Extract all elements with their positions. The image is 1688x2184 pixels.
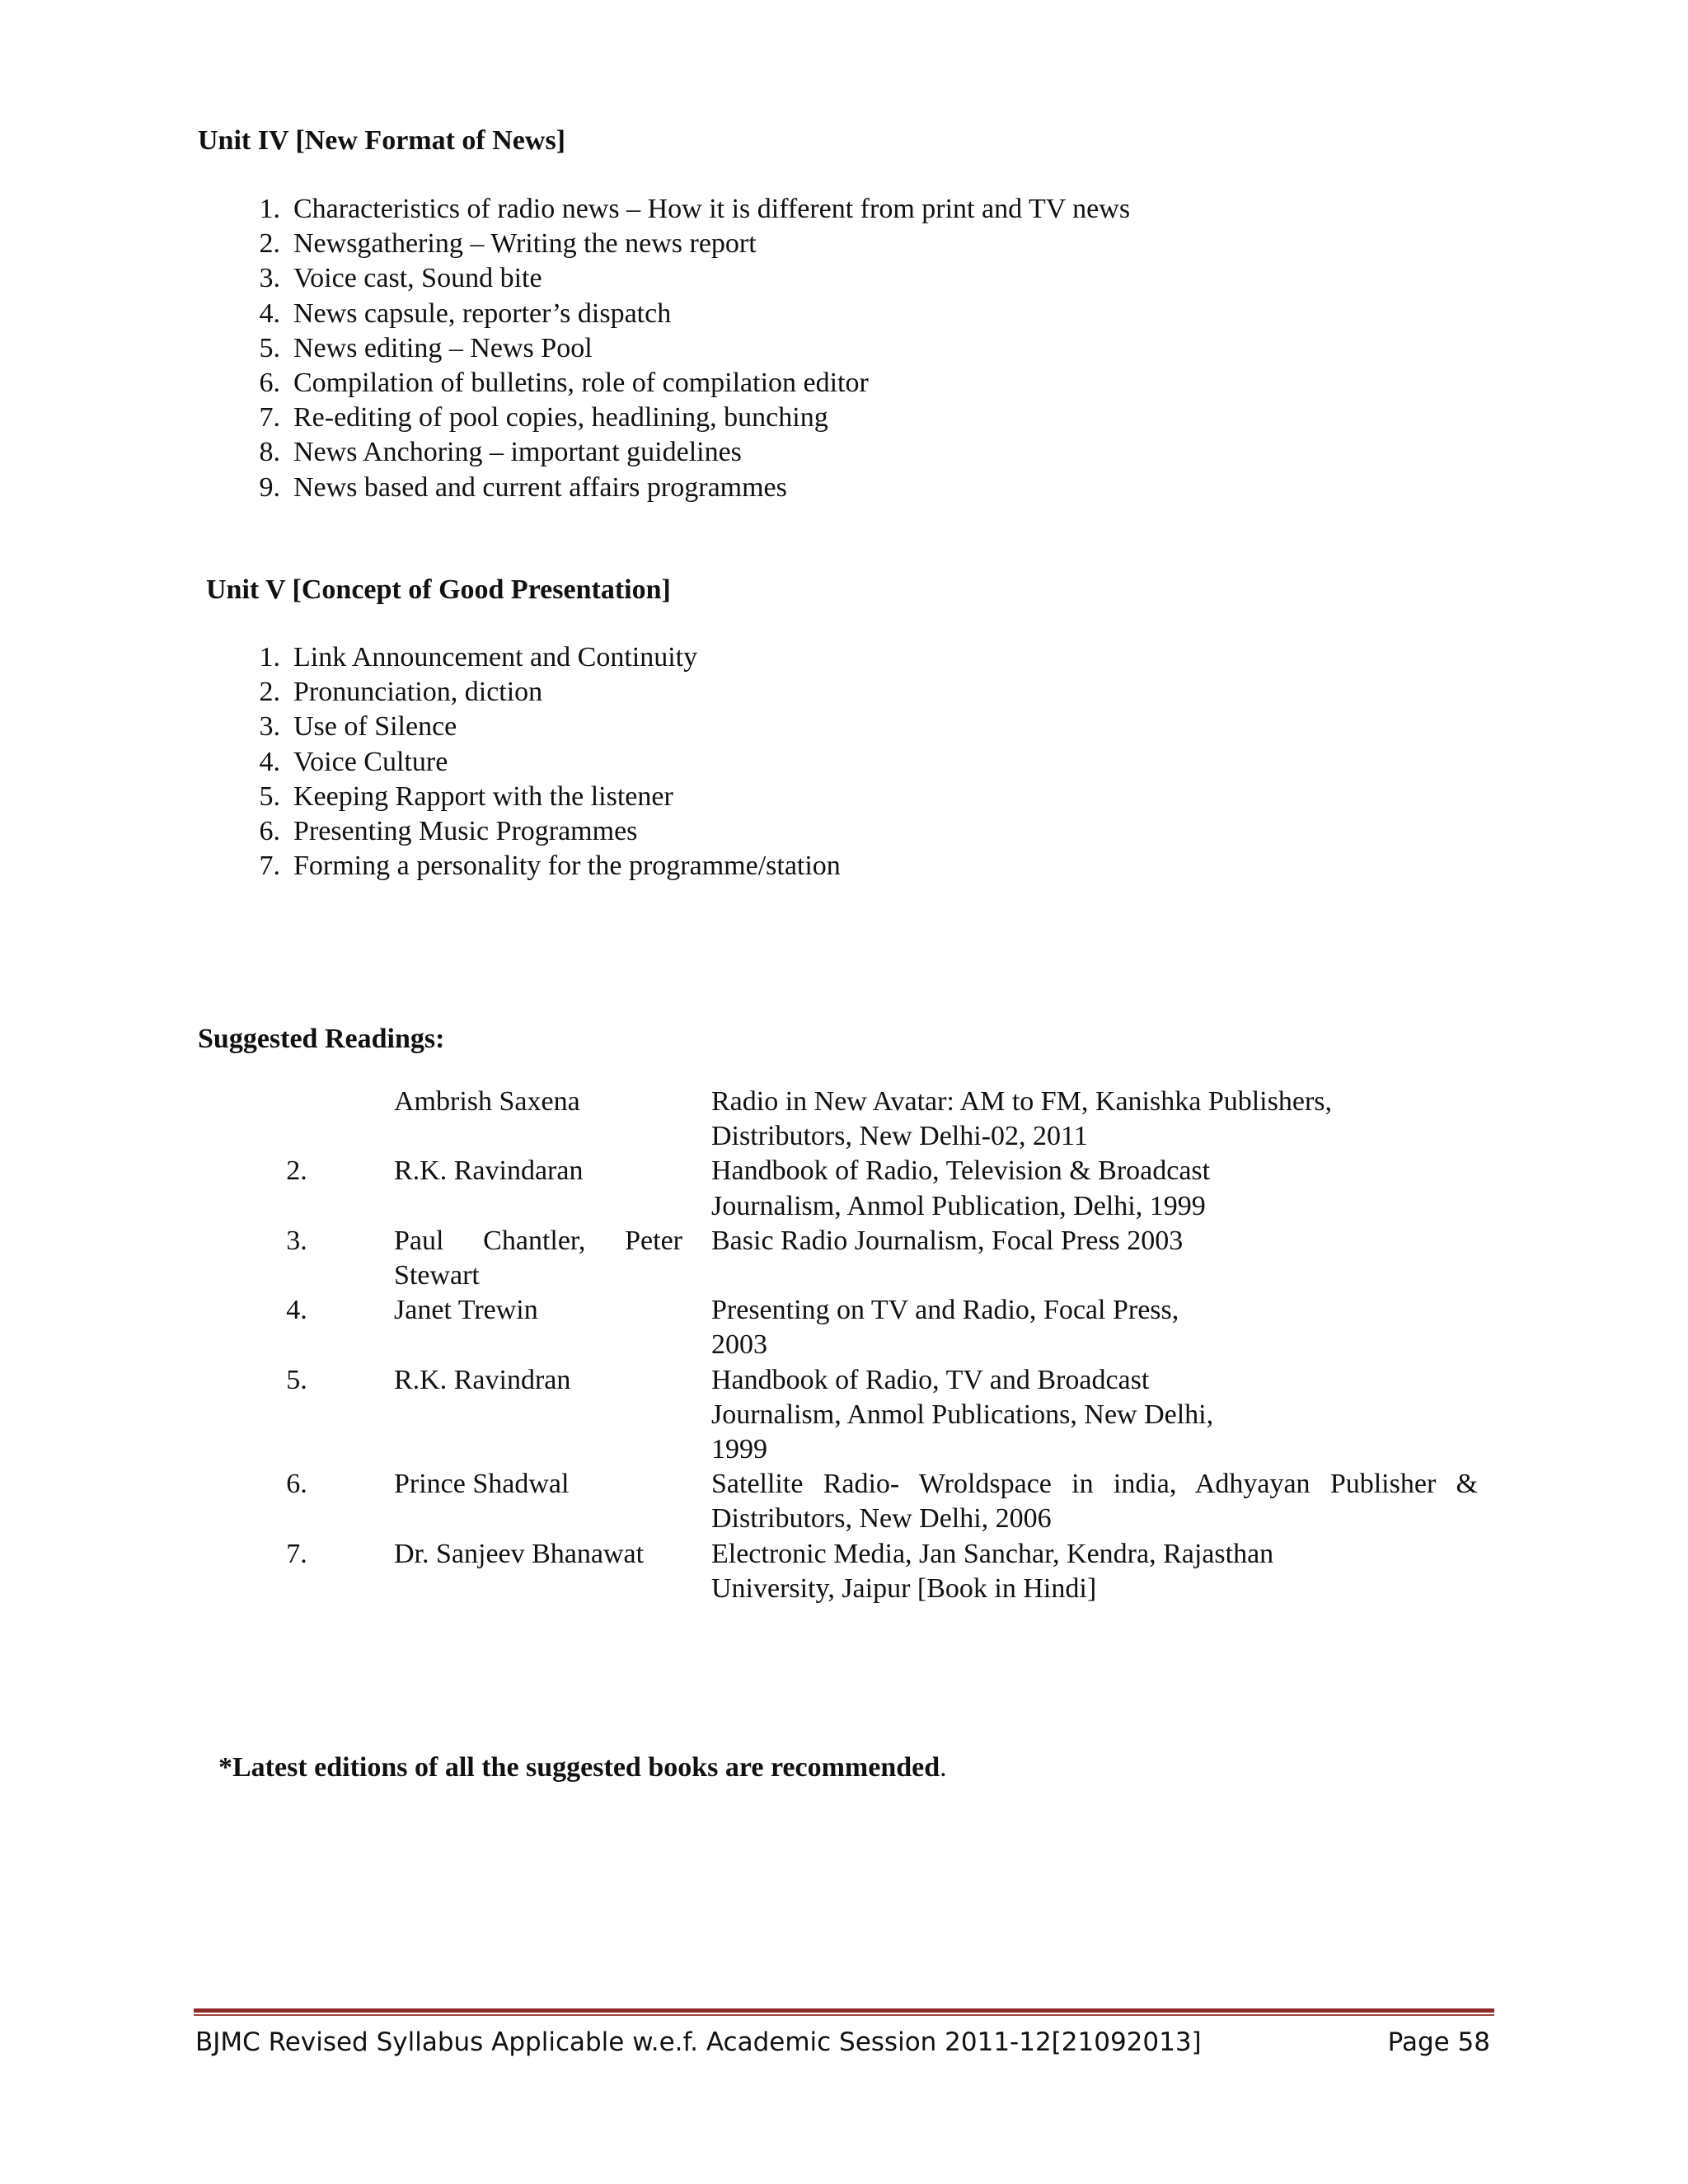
unit-4-item-number: 6.	[259, 368, 280, 399]
reading-title-line: 2003	[711, 1329, 767, 1361]
suggested-readings-heading: Suggested Readings:	[198, 1024, 445, 1054]
reading-row	[247, 1224, 1492, 1293]
unit-5-item-number: 4.	[259, 746, 280, 777]
unit-4-item	[247, 261, 1130, 296]
unit-5-item-number: 6.	[259, 816, 280, 847]
footer-rule-thin	[194, 2014, 1494, 2016]
reading-author: Paul Chantler, Peter Stewart	[394, 1225, 682, 1291]
unit-5-item	[247, 710, 841, 744]
reading-row	[247, 1085, 1492, 1154]
unit-5-item-number: 7.	[259, 851, 280, 882]
footer-syllabus-text: BJMC Revised Syllabus Applicable w.e.f. Academic Session 2011-12[21092013]	[195, 2027, 1202, 2057]
unit-4-list	[247, 192, 1130, 505]
footer-rule-thick	[194, 2008, 1494, 2013]
reading-title	[711, 1154, 1478, 1223]
reading-author: R.K. Ravindaran	[394, 1155, 584, 1187]
reading-author: Prince Shadwal	[394, 1469, 570, 1500]
reading-title	[711, 1467, 1478, 1536]
unit-5-item	[247, 814, 841, 849]
unit-5-item	[247, 849, 841, 883]
unit-4-item-number: 5.	[259, 332, 280, 363]
unit-4-item	[247, 192, 1130, 227]
reading-number: 2.	[286, 1155, 307, 1187]
unit-5-item-text: Use of Silence	[293, 711, 457, 743]
reading-title-line: Distributors, New Delhi, 2006	[711, 1503, 1052, 1535]
unit-5-item-text: Forming a personality for the programme/station	[293, 851, 841, 882]
reading-author: Ambrish Saxena	[394, 1086, 580, 1117]
unit-4-item-text: Characteristics of radio news – How it is different from print and TV news	[293, 194, 1131, 224]
unit-5-item-number: 5.	[259, 780, 280, 812]
reading-title-line: Satellite Radio- Wroldspace in india, Adhyayan Publisher &	[711, 1469, 1478, 1500]
reading-title-line: Handbook of Radio, TV and Broadcast	[711, 1364, 1150, 1395]
unit-5-item-text: Presenting Music Programmes	[293, 816, 638, 847]
reading-title	[711, 1224, 1478, 1258]
footer-page-number: Page 58	[1387, 2027, 1490, 2057]
unit-5-item-text: Pronunciation, diction	[293, 677, 543, 708]
reading-title-line: Electronic Media, Jan Sanchar, Kendra, Rajasthan	[711, 1538, 1274, 1569]
reading-title-line: Handbook of Radio, Television & Broadcast	[711, 1155, 1211, 1187]
unit-5-item-text: Keeping Rapport with the listener	[293, 780, 673, 812]
unit-5-item-number: 3.	[259, 711, 280, 743]
unit-4-item	[247, 471, 1130, 505]
unit-5-list	[247, 640, 841, 883]
unit-4-item-text: Newsgathering – Writing the news report	[293, 228, 757, 260]
unit-4-item	[247, 331, 1130, 366]
unit-4-item	[247, 227, 1130, 261]
unit-4-item-number: 9.	[259, 471, 280, 503]
reading-row	[247, 1154, 1492, 1223]
unit-5-item	[247, 675, 841, 710]
unit-4-item	[247, 366, 1130, 401]
reading-title	[711, 1363, 1478, 1468]
recommendation-note	[218, 1750, 947, 1785]
unit-5-item-text: Link Announcement and Continuity	[293, 642, 698, 673]
unit-5-item	[247, 780, 841, 814]
unit-4-item-text: Compilation of bulletins, role of compilation editor	[293, 368, 869, 399]
unit-4-item-number: 8.	[259, 437, 280, 468]
recommendation-note-tail: .	[940, 1752, 947, 1783]
unit-5-item-number: 1.	[259, 642, 280, 673]
unit-5-item	[247, 640, 841, 675]
unit-4-item	[247, 297, 1130, 331]
reading-row	[247, 1537, 1492, 1606]
reading-title-line: Radio in New Avatar: AM to FM, Kanishka Publishers,	[711, 1086, 1332, 1117]
reading-row	[247, 1467, 1492, 1536]
unit-4-item-number: 2.	[259, 228, 280, 260]
reading-title-line: Journalism, Anmol Publication, Delhi, 1999	[711, 1190, 1206, 1221]
reading-title	[711, 1085, 1478, 1154]
reading-author: R.K. Ravindran	[394, 1364, 571, 1395]
recommendation-note-bold: *Latest editions of all the suggested books are recommended	[218, 1752, 940, 1783]
reading-row	[247, 1293, 1492, 1362]
unit-4-item-text: News editing – News Pool	[293, 332, 593, 363]
reading-author: Janet Trewin	[394, 1295, 538, 1326]
reading-number: 3.	[286, 1225, 307, 1256]
unit-4-item-number: 1.	[259, 194, 280, 224]
unit-4-item-text: Voice cast, Sound bite	[293, 263, 542, 294]
reading-title	[711, 1537, 1478, 1606]
unit-4-item-text: News based and current affairs programmes	[293, 471, 787, 503]
unit-4-item-text: Re-editing of pool copies, headlining, bunching	[293, 402, 828, 434]
unit-5-item-number: 2.	[259, 677, 280, 708]
reading-author: Dr. Sanjeev Bhanawat	[394, 1538, 645, 1569]
reading-title-line: Journalism, Anmol Publications, New Delhi,	[711, 1399, 1214, 1430]
reading-title-line: Presenting on TV and Radio, Focal Press,	[711, 1295, 1179, 1326]
reading-number: 5.	[286, 1364, 307, 1395]
unit-5-item-text: Voice Culture	[293, 746, 448, 777]
unit-5-item	[247, 745, 841, 780]
unit-4-item-number: 3.	[259, 263, 280, 294]
reading-title-line: University, Jaipur [Book in Hindi]	[711, 1572, 1097, 1604]
reading-number: 6.	[286, 1469, 307, 1500]
unit-4-item	[247, 435, 1130, 470]
reading-title-line: 1999	[711, 1434, 767, 1465]
reading-row	[247, 1363, 1492, 1468]
reading-title-line: Distributors, New Delhi-02, 2011	[711, 1121, 1088, 1152]
reading-title	[711, 1293, 1478, 1362]
readings-table	[247, 1085, 1492, 1606]
footer-rule	[194, 2008, 1494, 2017]
unit-4-item-number: 7.	[259, 402, 280, 434]
unit-4-item	[247, 401, 1130, 435]
reading-number: 7.	[286, 1538, 307, 1569]
unit-4-item-text: News Anchoring – important guidelines	[293, 437, 742, 468]
unit-4-item-number: 4.	[259, 298, 280, 329]
unit-4-item-text: News capsule, reporter’s dispatch	[293, 298, 672, 329]
unit-5-heading: Unit V [Concept of Good Presentation]	[206, 574, 671, 605]
reading-number: 4.	[286, 1295, 307, 1326]
reading-title-line: Basic Radio Journalism, Focal Press 2003	[711, 1225, 1184, 1256]
unit-4-heading: Unit IV [New Format of News]	[198, 125, 566, 156]
